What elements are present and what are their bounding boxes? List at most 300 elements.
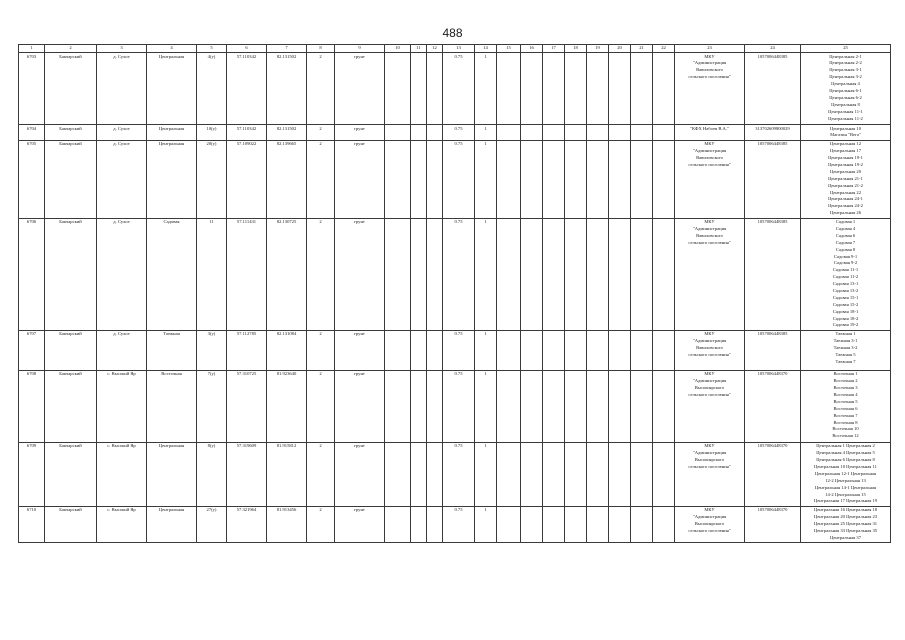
house-number-cell: 10(у)	[197, 125, 227, 141]
column-header: 10	[385, 45, 411, 53]
address-line: Таежная 3-2	[833, 345, 858, 351]
column-8-cell: 2	[307, 506, 335, 542]
column-8-cell: 2	[307, 218, 335, 330]
address-line: Садовая 13-1	[832, 281, 859, 287]
surface-type-cell: грунт	[335, 140, 385, 218]
latitude-cell: 57.319609	[227, 442, 267, 506]
column-header: 23	[675, 45, 745, 53]
column-20-cell	[609, 506, 631, 542]
column-14-cell: 1	[475, 53, 497, 125]
column-14-cell: 1	[475, 370, 497, 442]
column-header: 6	[227, 45, 267, 53]
column-21-cell	[631, 442, 653, 506]
column-header: 21	[631, 45, 653, 53]
column-8-cell: 2	[307, 53, 335, 125]
column-10-cell	[385, 125, 411, 141]
column-10-cell	[385, 218, 411, 330]
latitude-cell: 57.112785	[227, 330, 267, 370]
column-12-cell	[427, 330, 443, 370]
organization-line: Высокоярского	[694, 521, 725, 527]
district-cell: Бакчарский	[45, 370, 97, 442]
organization-cell	[675, 442, 745, 506]
ogrn-cell: 1057006448370	[745, 370, 801, 442]
organization-cell	[675, 330, 745, 370]
column-header: 1	[19, 45, 45, 53]
column-header: 8	[307, 45, 335, 53]
column-header: 5	[197, 45, 227, 53]
street-cell: Таежная	[147, 330, 197, 370]
address-line: Садовая 18-2	[832, 315, 859, 321]
column-21-cell	[631, 140, 653, 218]
address-line: Центральная 19-1	[828, 155, 863, 161]
page-number: 488	[442, 26, 463, 40]
locality-cell: д. Сухое	[97, 218, 147, 330]
column-header: 2	[45, 45, 97, 53]
organization-line: сельского поселения"	[688, 74, 731, 80]
column-11-cell	[411, 370, 427, 442]
address-line: 12-2 Центральная 13	[825, 477, 866, 483]
address-line: Садовая 11-1	[832, 267, 859, 273]
organization-line: МКУ	[704, 371, 715, 377]
row-id-cell: 6705	[19, 140, 45, 218]
street-cell: Центральная	[147, 506, 197, 542]
address-line: Садовая 15-1	[832, 294, 859, 300]
column-20-cell	[609, 370, 631, 442]
table-row	[19, 442, 891, 506]
column-13-cell: 0.75	[443, 218, 475, 330]
address-line: Садовая 7	[835, 239, 856, 245]
address-line: Центральная 3-1	[829, 67, 862, 73]
column-22-cell	[653, 140, 675, 218]
street-cell: Центральная	[147, 442, 197, 506]
column-16-cell	[521, 53, 543, 125]
address-line: Садовая 8	[835, 246, 856, 252]
surface-type-cell: грунт	[335, 442, 385, 506]
address-line: Садовая 6	[835, 232, 856, 238]
column-header: 12	[427, 45, 443, 53]
column-12-cell	[427, 53, 443, 125]
column-14-cell: 1	[475, 218, 497, 330]
latitude-cell: 57.110342	[227, 53, 267, 125]
organization-line: МКУ	[704, 331, 715, 337]
ogrn-cell: 313702609800029	[745, 125, 801, 141]
house-number-cell: 20(у)	[197, 140, 227, 218]
table-row	[19, 506, 891, 542]
column-8-cell: 2	[307, 442, 335, 506]
address-line: Центральная 11-1	[828, 108, 863, 114]
organization-line: МКУ	[704, 507, 715, 513]
column-17-cell	[543, 506, 565, 542]
column-19-cell	[587, 53, 609, 125]
column-20-cell	[609, 140, 631, 218]
column-22-cell	[653, 218, 675, 330]
organization-line: "Администрация	[692, 338, 727, 344]
row-id-cell: 6706	[19, 218, 45, 330]
district-cell: Бакчарский	[45, 125, 97, 141]
table-row	[19, 218, 891, 330]
surface-type-cell: грунт	[335, 506, 385, 542]
organization-line: Высокоярского	[694, 457, 725, 463]
organization-line: сельского поселения"	[688, 352, 731, 357]
column-header: 20	[609, 45, 631, 53]
address-line: Садовая 1	[835, 219, 856, 225]
column-header: 14	[475, 45, 497, 53]
column-21-cell	[631, 370, 653, 442]
column-17-cell	[543, 125, 565, 141]
column-22-cell	[653, 506, 675, 542]
column-18-cell	[565, 370, 587, 442]
address-line: Центральная 4 Центральная 5	[816, 450, 875, 456]
column-20-cell	[609, 442, 631, 506]
column-21-cell	[631, 125, 653, 141]
address-line: Центральная 25 Центральная 31	[813, 521, 878, 527]
column-22-cell	[653, 370, 675, 442]
house-number-cell: 8(у)	[197, 442, 227, 506]
organization-cell	[675, 53, 745, 125]
address-line: Садовая 13-2	[832, 287, 859, 293]
address-line: Восточная 6	[833, 405, 858, 411]
column-20-cell	[609, 218, 631, 330]
organization-line: "Администрация	[692, 148, 727, 154]
organization-line: МКУ	[704, 219, 715, 225]
column-21-cell	[631, 506, 653, 542]
address-line: Восточная 12	[832, 433, 859, 439]
addresses-cell	[801, 125, 891, 141]
organization-line: "Администрация	[692, 225, 727, 231]
street-cell: Центральная	[147, 140, 197, 218]
address-line: Центральная 21-1	[828, 175, 863, 181]
organization-line: сельского поселения"	[688, 392, 731, 397]
column-header: 19	[587, 45, 609, 53]
address-line: Садовая 15-2	[832, 301, 859, 307]
ogrn-cell: 1057006448370	[745, 506, 801, 542]
address-line: Центральная 33 Центральная 35	[813, 528, 878, 534]
column-8-cell: 2	[307, 140, 335, 218]
column-18-cell	[565, 125, 587, 141]
longitude-cell: 82.131502	[267, 53, 307, 125]
row-id-cell: 6704	[19, 125, 45, 141]
organization-line: сельского поселения"	[688, 161, 731, 167]
column-18-cell	[565, 53, 587, 125]
locality-cell: д. Сухое	[97, 330, 147, 370]
column-header: 18	[565, 45, 587, 53]
house-number-cell: 7(у)	[197, 370, 227, 442]
column-header: 22	[653, 45, 675, 53]
row-id-cell: 6703	[19, 53, 45, 125]
longitude-cell: 82.139665	[267, 140, 307, 218]
column-19-cell	[587, 125, 609, 141]
locality-cell: д. Сухое	[97, 140, 147, 218]
column-13-cell: 0.75	[443, 506, 475, 542]
table-row	[19, 330, 891, 370]
address-line: Восточная 8	[833, 419, 858, 425]
column-11-cell	[411, 442, 427, 506]
column-13-cell: 0.75	[443, 370, 475, 442]
address-line: Садовая 4	[835, 225, 856, 231]
column-14-cell: 1	[475, 125, 497, 141]
ogrn-cell: 1057006448385	[745, 330, 801, 370]
addresses-cell	[801, 506, 891, 542]
district-cell: Бакчарский	[45, 53, 97, 125]
ogrn-cell: 1057006448385	[745, 140, 801, 218]
house-number-cell: 3(у)	[197, 330, 227, 370]
address-line: Центральная 20	[830, 168, 861, 174]
column-15-cell	[497, 330, 521, 370]
address-line: Центральная 20 Центральная 23	[813, 514, 878, 520]
locality-cell: с. Высокий Яр	[97, 370, 147, 442]
address-line: Садовая 18-1	[832, 308, 859, 314]
organization-line: МКУ	[704, 141, 715, 147]
column-21-cell	[631, 330, 653, 370]
column-19-cell	[587, 218, 609, 330]
column-10-cell	[385, 330, 411, 370]
address-line: Центральная 12-1 Центральная	[814, 470, 877, 476]
column-16-cell	[521, 370, 543, 442]
column-8-cell: 2	[307, 370, 335, 442]
latitude-cell: 57.321964	[227, 506, 267, 542]
column-8-cell: 2	[307, 330, 335, 370]
column-16-cell	[521, 330, 543, 370]
surface-type-cell: грунт	[335, 125, 385, 141]
column-16-cell	[521, 218, 543, 330]
address-line: Центральная 10	[830, 125, 861, 131]
column-22-cell	[653, 442, 675, 506]
column-15-cell	[497, 370, 521, 442]
column-17-cell	[543, 218, 565, 330]
address-line: Восточная 10	[832, 426, 859, 432]
column-12-cell	[427, 125, 443, 141]
address-line: Восточная 7	[833, 412, 858, 418]
table-row	[19, 140, 891, 218]
address-line: Центральная 24-2	[828, 203, 863, 209]
column-header: 17	[543, 45, 565, 53]
column-header: 13	[443, 45, 475, 53]
column-11-cell	[411, 330, 427, 370]
column-header: 15	[497, 45, 521, 53]
address-line: Садовая 11-2	[832, 274, 859, 280]
row-id-cell: 6708	[19, 370, 45, 442]
organization-line: Вавиловского	[696, 345, 723, 351]
address-line: Центральная 14-1 Центральная	[814, 484, 877, 490]
column-header: 7	[267, 45, 307, 53]
address-line: Центральная 12	[830, 141, 861, 147]
column-22-cell	[653, 125, 675, 141]
column-header: 11	[411, 45, 427, 53]
column-13-cell: 0.75	[443, 53, 475, 125]
address-line: 14-2 Центральная 15	[825, 491, 866, 497]
organization-line: сельского поселения"	[688, 464, 731, 469]
address-line: Центральная 6-1	[829, 87, 862, 93]
address-line: Центральная 17	[830, 148, 861, 154]
column-12-cell	[427, 506, 443, 542]
organization-line: Вавиловского	[696, 155, 723, 161]
address-line: Садовая 9-2	[833, 260, 858, 266]
column-19-cell	[587, 506, 609, 542]
organization-cell	[675, 125, 745, 141]
column-header: 24	[745, 45, 801, 53]
column-21-cell	[631, 53, 653, 125]
latitude-cell: 57.109022	[227, 140, 267, 218]
address-line: Восточная 4	[833, 392, 858, 397]
column-header: 25	[801, 45, 891, 53]
address-line: Центральная 21-2	[828, 182, 863, 188]
column-13-cell: 0.75	[443, 330, 475, 370]
addresses-cell	[801, 330, 891, 370]
street-cell: Садовая	[147, 218, 197, 330]
locality-cell: д. Сухое	[97, 53, 147, 125]
organization-line: Вавиловского	[696, 67, 723, 73]
column-14-cell: 1	[475, 506, 497, 542]
surface-type-cell: грунт	[335, 370, 385, 442]
organization-line: "Администрация	[692, 60, 727, 66]
column-12-cell	[427, 218, 443, 330]
column-17-cell	[543, 330, 565, 370]
address-line: Центральная 24-1	[828, 196, 863, 202]
latitude-cell: 57.310725	[227, 370, 267, 442]
address-line: Восточная 3	[833, 385, 858, 391]
address-line: Таежная 3-1	[833, 338, 858, 344]
column-19-cell	[587, 370, 609, 442]
ogrn-cell: 1057006448385	[745, 53, 801, 125]
column-13-cell: 0.75	[443, 442, 475, 506]
organization-line: "Администрация	[692, 378, 727, 384]
column-22-cell	[653, 53, 675, 125]
address-line: Садовая 19-2	[832, 322, 859, 328]
address-line: Центральная 16 Центральная 18	[813, 507, 878, 513]
column-10-cell	[385, 442, 411, 506]
address-line: Таежная 5	[835, 352, 856, 357]
column-10-cell	[385, 140, 411, 218]
column-21-cell	[631, 218, 653, 330]
organization-cell	[675, 140, 745, 218]
column-14-cell: 1	[475, 330, 497, 370]
locality-cell: с. Высокий Яр	[97, 442, 147, 506]
organization-cell	[675, 218, 745, 330]
column-12-cell	[427, 140, 443, 218]
column-14-cell: 1	[475, 442, 497, 506]
district-cell: Бакчарский	[45, 140, 97, 218]
column-11-cell	[411, 140, 427, 218]
longitude-cell: 81.913456	[267, 506, 307, 542]
organization-line: Вавиловского	[696, 232, 723, 238]
district-cell: Бакчарский	[45, 442, 97, 506]
column-18-cell	[565, 506, 587, 542]
column-17-cell	[543, 140, 565, 218]
column-15-cell	[497, 125, 521, 141]
address-line: Таежная 1	[835, 331, 856, 337]
addresses-cell	[801, 53, 891, 125]
header-row	[19, 45, 891, 53]
house-number-cell: 27(у)	[197, 506, 227, 542]
address-line: Центральная 10 Центральная 11	[814, 464, 877, 469]
column-18-cell	[565, 442, 587, 506]
column-12-cell	[427, 370, 443, 442]
column-8-cell: 2	[307, 125, 335, 141]
column-15-cell	[497, 53, 521, 125]
organization-line: сельского поселения"	[688, 528, 731, 534]
organization-line: "Администрация	[692, 514, 727, 520]
district-cell: Бакчарский	[45, 506, 97, 542]
longitude-cell: 81.915812	[267, 442, 307, 506]
surface-type-cell: грунт	[335, 53, 385, 125]
address-line: Магазин "Вега"	[830, 132, 861, 138]
column-17-cell	[543, 53, 565, 125]
address-line: Центральная 19-2	[828, 161, 863, 167]
table-row	[19, 53, 891, 125]
column-header: 16	[521, 45, 543, 53]
house-number-cell: 11	[197, 218, 227, 330]
street-cell: Центральная	[147, 125, 197, 141]
column-10-cell	[385, 53, 411, 125]
column-11-cell	[411, 218, 427, 330]
column-18-cell	[565, 330, 587, 370]
column-header: 9	[335, 45, 385, 53]
latitude-cell: 57.111431	[227, 218, 267, 330]
column-17-cell	[543, 370, 565, 442]
column-13-cell: 0.75	[443, 140, 475, 218]
addresses-cell	[801, 442, 891, 506]
column-20-cell	[609, 53, 631, 125]
organization-line: МКУ	[704, 443, 715, 449]
organization-cell	[675, 506, 745, 542]
address-line: Центральная 3-2	[829, 74, 862, 80]
address-line: Центральная 22	[830, 189, 861, 195]
registry-table	[18, 44, 891, 543]
column-15-cell	[497, 506, 521, 542]
longitude-cell: 82.131084	[267, 330, 307, 370]
column-13-cell: 0.75	[443, 125, 475, 141]
street-cell: Восточная	[147, 370, 197, 442]
ogrn-cell: 1057006448370	[745, 442, 801, 506]
column-20-cell	[609, 125, 631, 141]
column-15-cell	[497, 140, 521, 218]
address-line: Центральная 2-1	[829, 53, 862, 59]
column-header: 3	[97, 45, 147, 53]
column-15-cell	[497, 218, 521, 330]
organization-line: сельского поселения"	[688, 239, 731, 245]
address-line: Таежная 7	[835, 358, 856, 364]
column-16-cell	[521, 442, 543, 506]
locality-cell: с. Высокий Яр	[97, 506, 147, 542]
house-number-cell: 4(у)	[197, 53, 227, 125]
address-line: Центральная 26	[830, 210, 861, 216]
addresses-cell	[801, 370, 891, 442]
column-11-cell	[411, 506, 427, 542]
address-line: Центральная 6-2	[829, 94, 862, 100]
organization-line: "Администрация	[692, 450, 727, 456]
table-row	[19, 370, 891, 442]
organization-line: МКУ	[704, 53, 715, 59]
address-line: Центральная 6 Центральная 8	[816, 457, 875, 463]
locality-cell: д. Сухое	[97, 125, 147, 141]
column-16-cell	[521, 506, 543, 542]
column-19-cell	[587, 442, 609, 506]
longitude-cell: 82.130725	[267, 218, 307, 330]
longitude-cell: 81.923640	[267, 370, 307, 442]
column-header: 4	[147, 45, 197, 53]
district-cell: Бакчарский	[45, 218, 97, 330]
addresses-cell	[801, 140, 891, 218]
address-line: Центральная 8	[831, 101, 860, 107]
column-18-cell	[565, 218, 587, 330]
column-10-cell	[385, 370, 411, 442]
longitude-cell: 82.131502	[267, 125, 307, 141]
address-line: Центральная 17 Центральная 19	[813, 498, 878, 504]
row-id-cell: 6710	[19, 506, 45, 542]
column-16-cell	[521, 140, 543, 218]
address-line: Центральная 11-2	[828, 115, 863, 121]
address-line: Центральная 37	[830, 534, 861, 540]
